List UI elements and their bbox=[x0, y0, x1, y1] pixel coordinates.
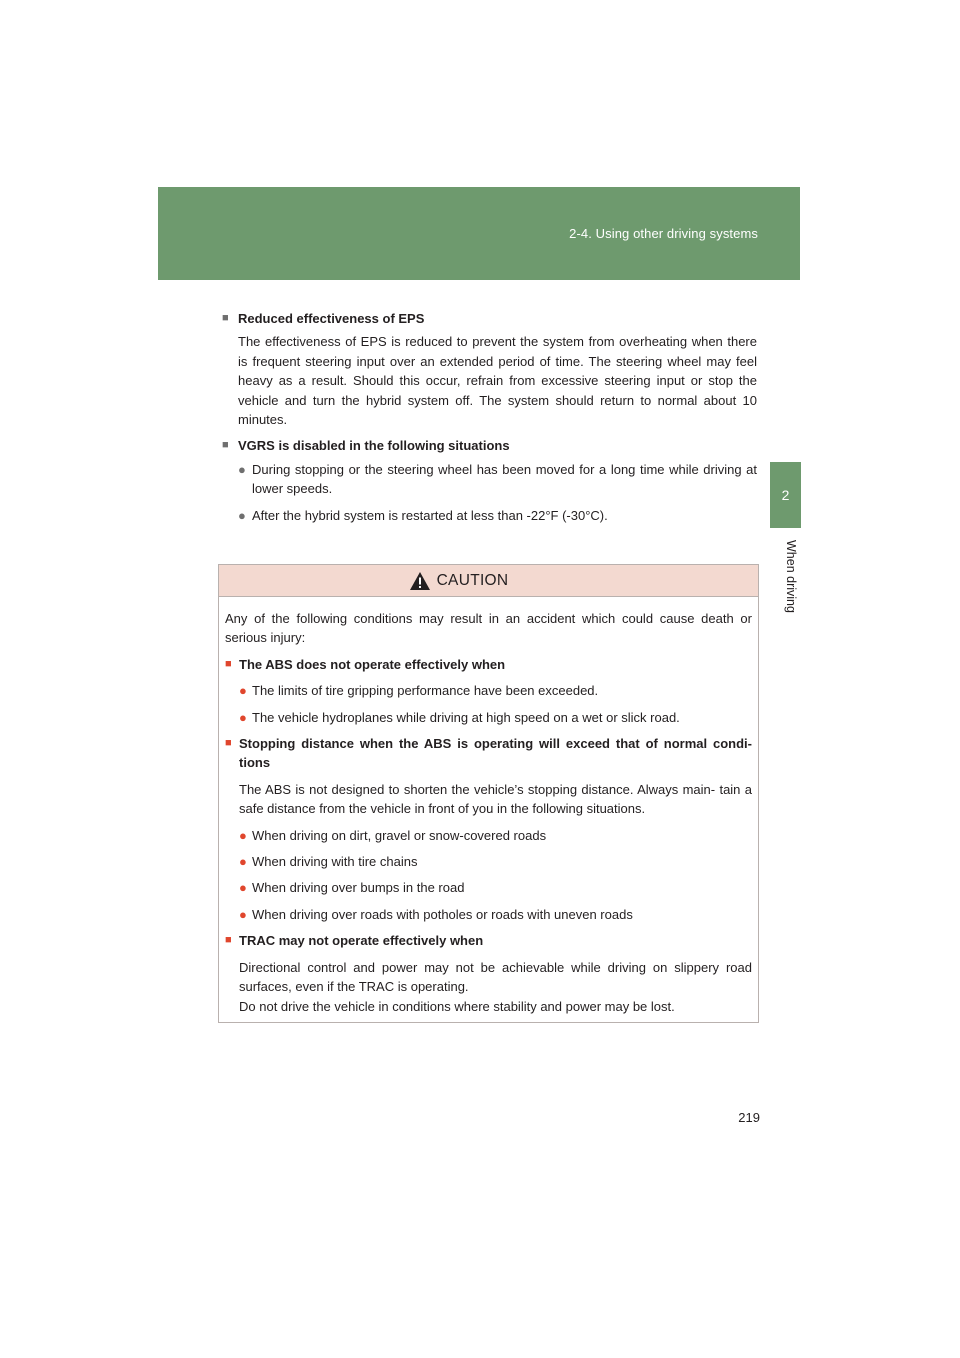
circle-bullet-icon: ● bbox=[239, 709, 247, 725]
eps-body: The effectiveness of EPS is reduced to prevent the system from overheating when there is frequent steering input over an extended period of time. The steering wheel may feel heavy as a result. Should this occur, refrain from excessive steering input or stop the vehicle and turn the hybrid system off. The system should return to normal about 10 minutes. bbox=[238, 334, 757, 428]
trac-body bbox=[239, 958, 752, 1016]
caution-intro: Any of the following conditions may result in an accident which could cause death or serious injury: bbox=[225, 611, 752, 646]
chapter-tab: 2 bbox=[770, 462, 801, 528]
list-item: ● When driving on dirt, gravel or snow-covered roads bbox=[239, 826, 752, 845]
square-bullet-icon: ■ bbox=[225, 934, 232, 947]
warning-triangle-icon bbox=[409, 571, 431, 591]
stopping-heading: ■ Stopping distance when the ABS is operating will exceed that of normal condi- tions bbox=[225, 734, 752, 773]
caution-body bbox=[219, 597, 758, 1016]
circle-bullet-icon: ● bbox=[239, 854, 247, 870]
stopping-body: The ABS is not designed to shorten the vehicle’s stopping distance. Always main- tain a safe distance from the vehicle in front of you in the following situations. bbox=[239, 781, 752, 817]
abs-heading: ■ The ABS does not operate effectively when bbox=[225, 655, 752, 674]
eps-heading bbox=[222, 309, 757, 328]
trac-heading: ■ TRAC may not operate effectively when bbox=[225, 931, 752, 950]
caution-box bbox=[218, 564, 759, 1023]
square-bullet-icon: ■ bbox=[222, 439, 229, 452]
circle-bullet-icon: ● bbox=[238, 507, 246, 523]
square-bullet-icon: ■ bbox=[225, 657, 232, 670]
circle-bullet-icon: ● bbox=[239, 906, 247, 922]
trac-body-line-1: Directional control and power may not be achievable while driving on slippery road surfaces, even if the TRAC is operating. bbox=[239, 959, 752, 995]
circle-bullet-icon: ● bbox=[239, 880, 247, 896]
circle-bullet-icon: ● bbox=[238, 461, 246, 477]
square-bullet-icon: ■ bbox=[222, 312, 229, 324]
circle-bullet-icon: ● bbox=[239, 683, 247, 699]
caution-title: CAUTION bbox=[436, 571, 509, 589]
page-number: 219 bbox=[738, 1110, 760, 1125]
list-item: ● When driving over bumps in the road bbox=[239, 878, 752, 897]
header-band bbox=[158, 187, 800, 280]
main-content bbox=[222, 309, 757, 532]
trac-body-line-2: Do not drive the vehicle in conditions where stability and power may be lost. bbox=[239, 998, 675, 1014]
list-item: ● The vehicle hydroplanes while driving at high speed on a wet or slick road. bbox=[239, 708, 752, 727]
circle-bullet-icon: ● bbox=[239, 827, 247, 843]
list-item: ● When driving with tire chains bbox=[239, 852, 752, 871]
list-item: ● When driving over roads with potholes or roads with uneven roads bbox=[239, 905, 752, 924]
eps-heading-text: Reduced effectiveness of EPS bbox=[238, 311, 425, 326]
caution-header bbox=[219, 565, 758, 597]
vgrs-heading-text: VGRS is disabled in the following situations bbox=[238, 438, 510, 454]
list-item: ● After the hybrid system is restarted at less than -22°F (-30°C). bbox=[238, 506, 757, 525]
square-bullet-icon: ■ bbox=[225, 737, 232, 750]
chapter-label: When driving bbox=[784, 540, 798, 613]
section-title: 2-4. Using other driving systems bbox=[569, 226, 758, 241]
list-item: ● During stopping or the steering wheel has been moved for a long time while driving at lower speeds. bbox=[238, 460, 757, 499]
list-item: ● The limits of tire gripping performance have been exceeded. bbox=[239, 681, 752, 700]
vgrs-heading bbox=[222, 436, 757, 455]
